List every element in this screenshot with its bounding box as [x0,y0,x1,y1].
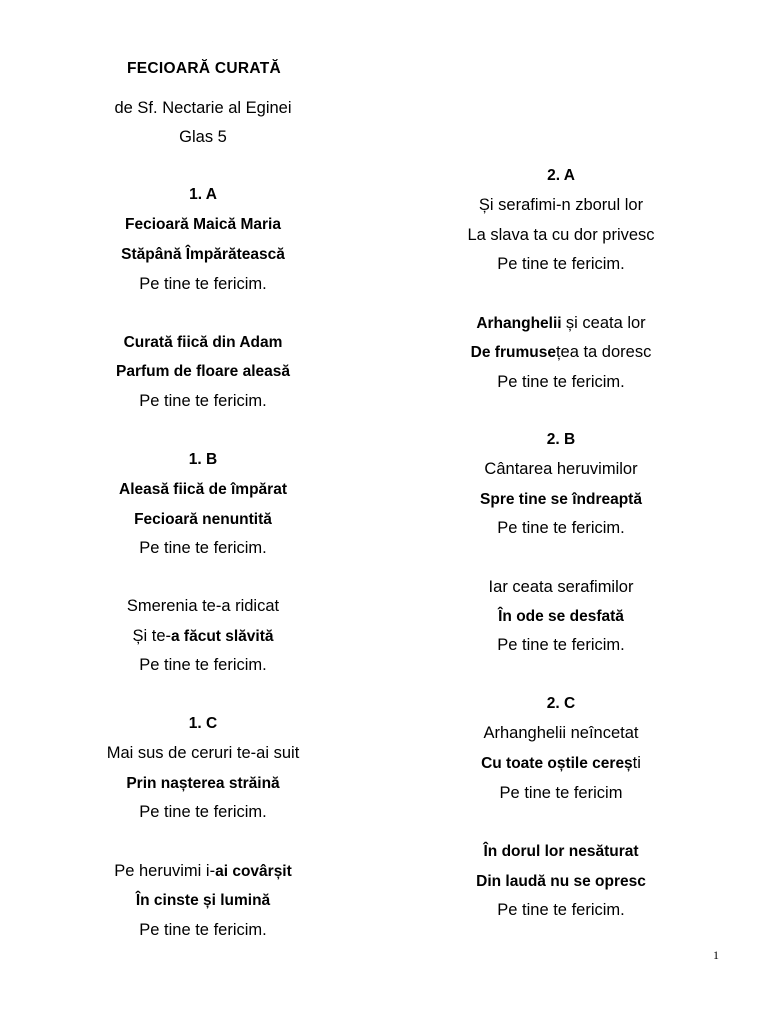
verse-line: Pe tine te fericim. [497,636,625,654]
verse-line: Pe tine te fericim. [139,275,267,293]
verse-line-segment: Pe heruvimi i- [114,862,216,880]
verse-line-segment: În dorul lor nesăturat [483,843,639,860]
verse-line: Pe tine te fericim. [139,392,267,410]
verse-line: La slava ta cu dor privesc [467,226,655,244]
verse-line [481,753,641,774]
verse-line-segment: Spre tine se îndreaptă [480,491,642,508]
verse-line-segment: ai covârșit [215,863,292,880]
verse-line-segment: țea ta doresc [555,343,652,361]
verse-line: Pe tine te fericim. [497,255,625,273]
verse-line [132,626,273,647]
stanza-heading: 2. A [547,167,575,184]
verse-line-segment: ti [632,754,641,772]
verse-line [119,479,287,500]
verse-line [126,773,279,794]
verse-line: Pe tine te fericim. [497,519,625,537]
verse-line [476,871,646,892]
stanza-heading: 2. B [546,431,576,448]
verse-line-segment: Cu toate oștile cereș [481,755,633,772]
verse-line-segment: și ceata lor [565,314,646,332]
verse-line [125,214,281,235]
verse-line [116,361,290,382]
verse-line [498,606,624,627]
song-title: FECIOARĂ CURATĂ [126,60,282,77]
verse-line [476,313,645,334]
verse-line: Pe tine te fericim. [139,921,267,939]
verse-line-segment: Stăpână Împărătească [121,246,285,263]
verse-line-segment: Fecioară nenuntită [134,511,272,528]
verse-line: Pe tine te fericim. [139,803,267,821]
verse-line-segment: Fecioară Maică Maria [125,216,281,233]
tone-line: Glas 5 [179,128,227,146]
verse-line: Pe tine te fericim. [497,901,625,919]
verse-line: Cântarea heruvimilor [484,460,638,478]
verse-line [483,841,638,862]
verse-line: Pe tine te fericim [499,784,623,802]
verse-line-segment: Parfum de floare aleasă [115,363,291,380]
verse-line-segment: Din laudă nu se opresc [476,873,646,890]
verse-line [480,489,642,510]
stanza-heading: 1. C [188,715,218,732]
verse-line [136,890,270,911]
verse-line: Iar ceata serafimilor [488,578,634,596]
verse-line-segment: Arhanghelii [476,315,566,332]
verse-line [114,861,292,882]
verse-line [471,342,652,363]
author-line: de Sf. Nectarie al Eginei [114,99,292,117]
verse-line [124,332,283,353]
stanza-heading: 1. A [189,186,217,203]
verse-line: Pe tine te fericim. [139,539,267,557]
verse-line-segment: În ode se desfată [498,608,624,625]
stanza-heading: 1. B [188,451,218,468]
verse-line-segment: Și te- [132,627,171,645]
verse-line: Pe tine te fericim. [139,656,267,674]
verse-line-segment: Prin nașterea străină [126,775,280,792]
verse-line [134,509,272,530]
stanza-heading: 2. C [546,695,576,712]
verse-line-segment: Curată fiică din Adam [123,334,283,351]
verse-line-segment: De frumuse [470,344,556,361]
verse-line: Smerenia te-a ridicat [126,597,280,615]
verse-line: Și serafimi-n zborul lor [478,196,644,214]
verse-line: Pe tine te fericim. [497,373,625,391]
verse-line-segment: a făcut slăvită [170,628,274,645]
verse-line: Arhanghelii neîncetat [483,724,639,742]
verse-line-segment: Aleasă fiică de împărat [119,481,287,498]
verse-line [121,244,285,265]
verse-line-segment: În cinste și lumină [135,892,271,909]
verse-line: Mai sus de ceruri te-ai suit [106,744,300,762]
page-number: 1 [713,948,719,962]
